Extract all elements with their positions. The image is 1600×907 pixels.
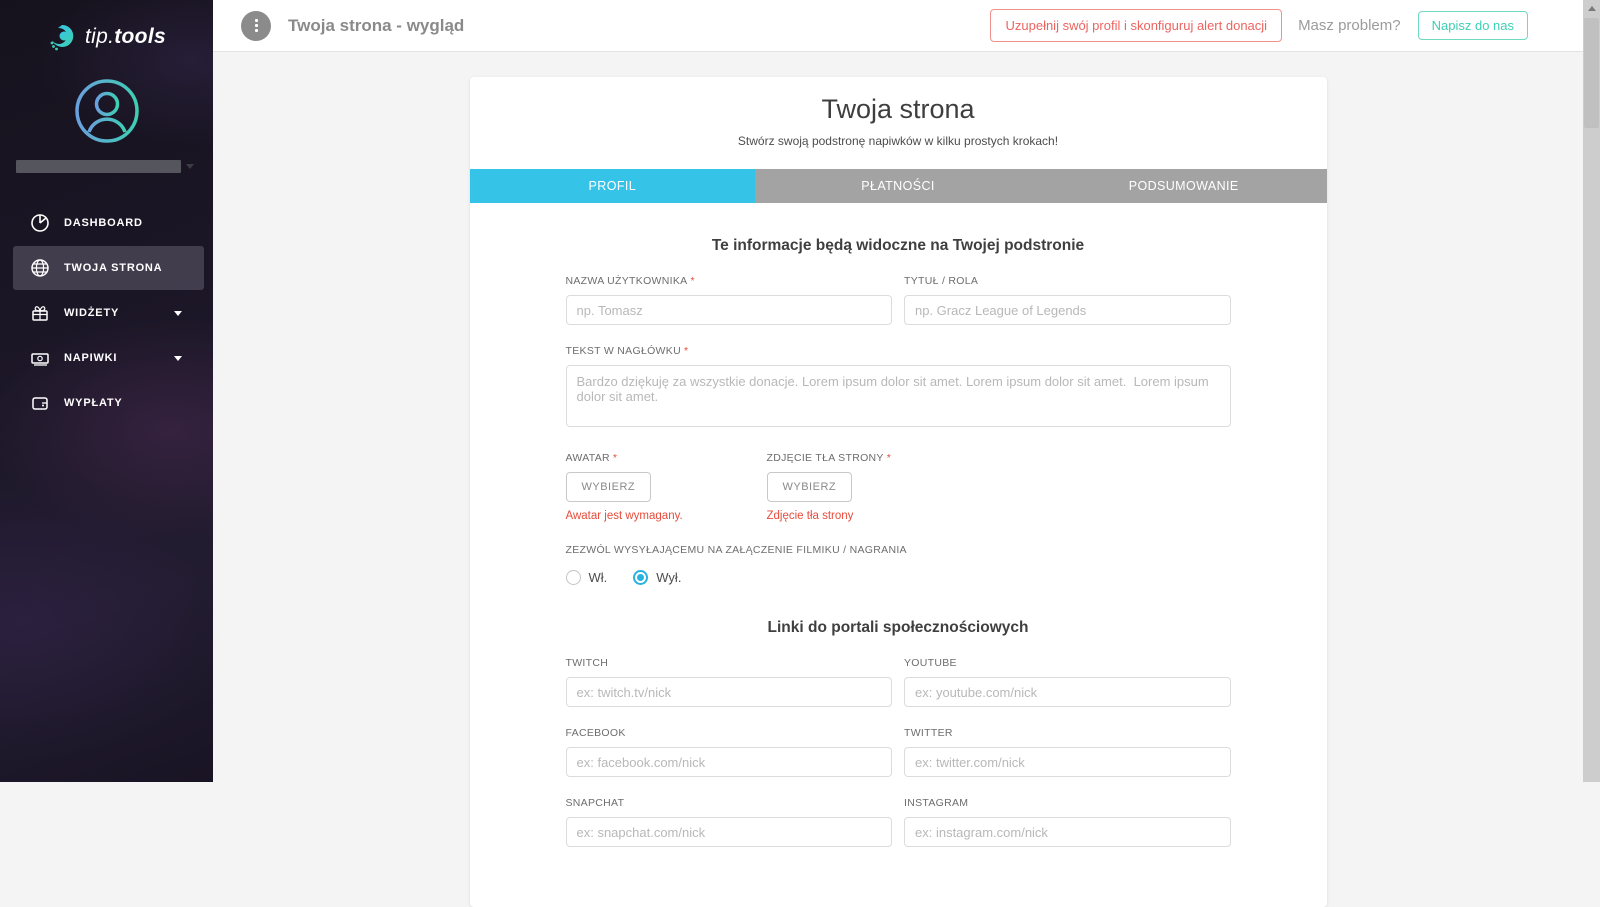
banknote-icon (30, 348, 50, 368)
facebook-input[interactable] (566, 747, 893, 777)
background-photo-label: ZDJĘCIE TŁA STRONY * (766, 452, 892, 464)
background-error-text: Zdjęcie tła strony (766, 510, 854, 522)
chevron-down-icon (186, 164, 194, 169)
avatar-label: AWATAR * (565, 452, 618, 464)
instagram-input[interactable] (904, 817, 1231, 847)
sidebar (0, 0, 213, 782)
scrollbar[interactable] (1583, 0, 1600, 782)
username-input[interactable] (566, 295, 893, 325)
snapchat-label: SNAPCHAT (565, 797, 625, 809)
sidebar-item-twoja-strona[interactable] (13, 246, 204, 290)
chevron-down-icon (174, 311, 182, 316)
brand-logo (0, 0, 213, 52)
sidebar-item-label: DASHBOARD (64, 217, 143, 229)
sidebar-nav (0, 201, 213, 425)
instagram-label: INSTAGRAM (904, 797, 969, 809)
help-text: Masz problem? (1298, 17, 1401, 34)
header-text-label: TEKST W NAGŁÓWKU * (565, 345, 689, 357)
youtube-label: YOUTUBE (904, 657, 957, 669)
profile-section-heading: Te informacje będą widoczne na Twojej podstronie (711, 237, 1085, 254)
gift-icon (30, 303, 50, 323)
wallet-icon (30, 393, 50, 413)
twitter-input[interactable] (904, 747, 1231, 777)
role-label: TYTUŁ / ROLA (904, 275, 979, 287)
complete-profile-alert-button[interactable]: Uzupełnij swój profil i skonfiguruj alert donacji (990, 9, 1282, 42)
chevron-down-icon (174, 356, 182, 361)
card-title: Twoja strona (821, 94, 975, 124)
required-asterisk: * (690, 275, 695, 287)
user-dropdown[interactable] (16, 160, 181, 173)
username-label: NAZWA UŻYTKOWNIKA * (565, 275, 695, 287)
wizard-tabs (470, 169, 1327, 203)
tab-platnosci[interactable]: PŁATNOŚCI (755, 169, 1041, 203)
radio-icon (566, 570, 581, 585)
globe-icon (30, 258, 50, 278)
contact-us-button[interactable]: Napisz do nas (1418, 11, 1528, 40)
sidebar-item-label: TWOJA STRONA (64, 262, 163, 274)
tab-profil[interactable]: PROFIL (470, 169, 756, 203)
required-asterisk: * (886, 452, 892, 464)
sidebar-item-napiwki[interactable] (0, 336, 204, 380)
radio-option-on[interactable]: Wł. (566, 570, 608, 585)
video-permission-label: ZEZWÓL WYSYŁAJĄCEMU NA ZAŁĄCZENIE FILMIKU / NAGRANIA (565, 544, 907, 556)
kebab-menu-button[interactable] (241, 11, 271, 41)
scrollbar-thumb[interactable] (1584, 18, 1599, 128)
sidebar-item-wyplaty[interactable] (0, 381, 204, 425)
tiptools-logo-icon (47, 22, 77, 52)
main-content (213, 52, 1583, 809)
required-asterisk: * (612, 452, 618, 464)
avatar-error-text: Awatar jest wymagany. (565, 510, 683, 522)
radio-icon (633, 570, 648, 585)
youtube-input[interactable] (904, 677, 1231, 707)
twitter-label: TWITTER (904, 727, 953, 739)
tab-podsumowanie[interactable]: PODSUMOWANIE (1041, 169, 1327, 203)
sidebar-item-dashboard[interactable] (0, 201, 204, 245)
social-section-heading: Linki do portali społecznościowych (767, 619, 1029, 636)
avatar (74, 78, 140, 144)
twitch-label: TWITCH (565, 657, 609, 669)
radio-option-off[interactable]: Wył. (633, 570, 681, 585)
card-subtitle: Stwórz swoją podstronę napiwków w kilku prostych krokach! (737, 134, 1059, 148)
page-setup-card (470, 77, 1327, 907)
scroll-up-arrow-icon[interactable] (1583, 0, 1600, 17)
brand-name: tip.tools (85, 25, 166, 48)
header-text-textarea[interactable] (566, 365, 1231, 427)
required-asterisk: * (683, 345, 689, 357)
background-choose-button[interactable]: WYBIERZ (767, 472, 853, 502)
facebook-label: FACEBOOK (565, 727, 626, 739)
pie-chart-icon (30, 213, 50, 233)
avatar-choose-button[interactable]: WYBIERZ (566, 472, 652, 502)
topbar (213, 0, 1583, 52)
sidebar-item-label: WYPŁATY (64, 397, 123, 409)
snapchat-input[interactable] (566, 817, 893, 847)
sidebar-item-widzety[interactable] (0, 291, 204, 335)
sidebar-item-label: NAPIWKI (64, 352, 118, 364)
sidebar-item-label: WIDŻETY (64, 307, 120, 319)
role-input[interactable] (904, 295, 1231, 325)
page-title: Twoja strona - wygląd (288, 15, 465, 35)
twitch-input[interactable] (566, 677, 893, 707)
